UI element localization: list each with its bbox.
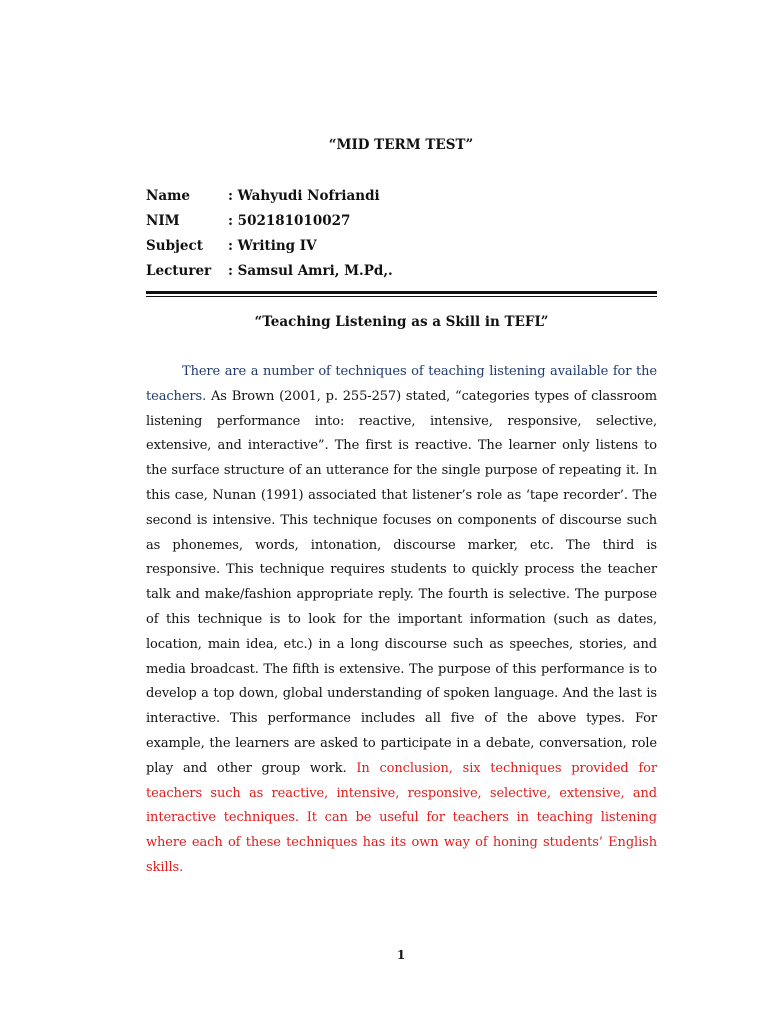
page-number: 1	[396, 948, 406, 962]
paragraph-body: As Brown (2001, p. 255-257) stated, “categories types of classroom listening performance into: reactive, intensive, responsive, selective, extensive, and interactive”. The first is reactive. The learner only listens to the surface structure of an utterance for the single purpose of repeating it. In this case, Nunan (1991) associated that listener’s role as ‘tape recorder’. The second is intensive. This technique focuses on components of discourse such as phonemes, words, intonation, discourse marker, etc. The third is responsive. This technique requires students to quickly process the teacher talk and make/fashion appropriate reply. The fourth is selective. The purpose of this technique is to look for the important information (such as dates, location, main idea, etc.) in a long discourse such as speeches, stories, and media broadcast. The fifth is extensive. The purpose of this performance is to develop a top down, global understanding of spoken language. And the last is interactive. This performance includes all five of the above types. For example, the learners are asked to participate in a debate, conversation, role play and other group work.	[146, 388, 657, 776]
info-label: Lecturer	[146, 263, 212, 279]
info-value: : 502181010027	[228, 213, 351, 229]
header-divider-thick	[146, 291, 657, 294]
essay-title: “Teaching Listening as a Skill in TEFL”	[254, 314, 549, 330]
info-row-name	[146, 186, 393, 211]
info-value: : Samsul Amri, M.Pd,.	[228, 263, 393, 279]
paragraph-conclusion: In conclusion, six techniques provided for teachers such as reactive, intensive, responsive, selective, extensive, and interactive techniques. It can be useful for teachers in teaching listening where each of these techniques has its own way of honing students’ English skills.	[146, 760, 657, 875]
info-row-nim	[146, 211, 393, 236]
essay-paragraph	[146, 360, 657, 881]
document-title: “MID TERM TEST”	[328, 137, 474, 153]
paragraph-intro: There are a number of techniques of teaching listening available for the teachers.	[146, 364, 657, 404]
header-divider-thin	[146, 296, 657, 297]
info-row-lecturer	[146, 261, 393, 286]
student-info-table	[146, 186, 393, 286]
info-row-subject	[146, 236, 393, 261]
info-label: NIM	[146, 213, 180, 229]
info-label: Subject	[146, 238, 203, 254]
info-label: Name	[146, 188, 190, 204]
info-value: : Wahyudi Nofriandi	[228, 188, 380, 204]
info-value: : Writing IV	[228, 238, 317, 254]
